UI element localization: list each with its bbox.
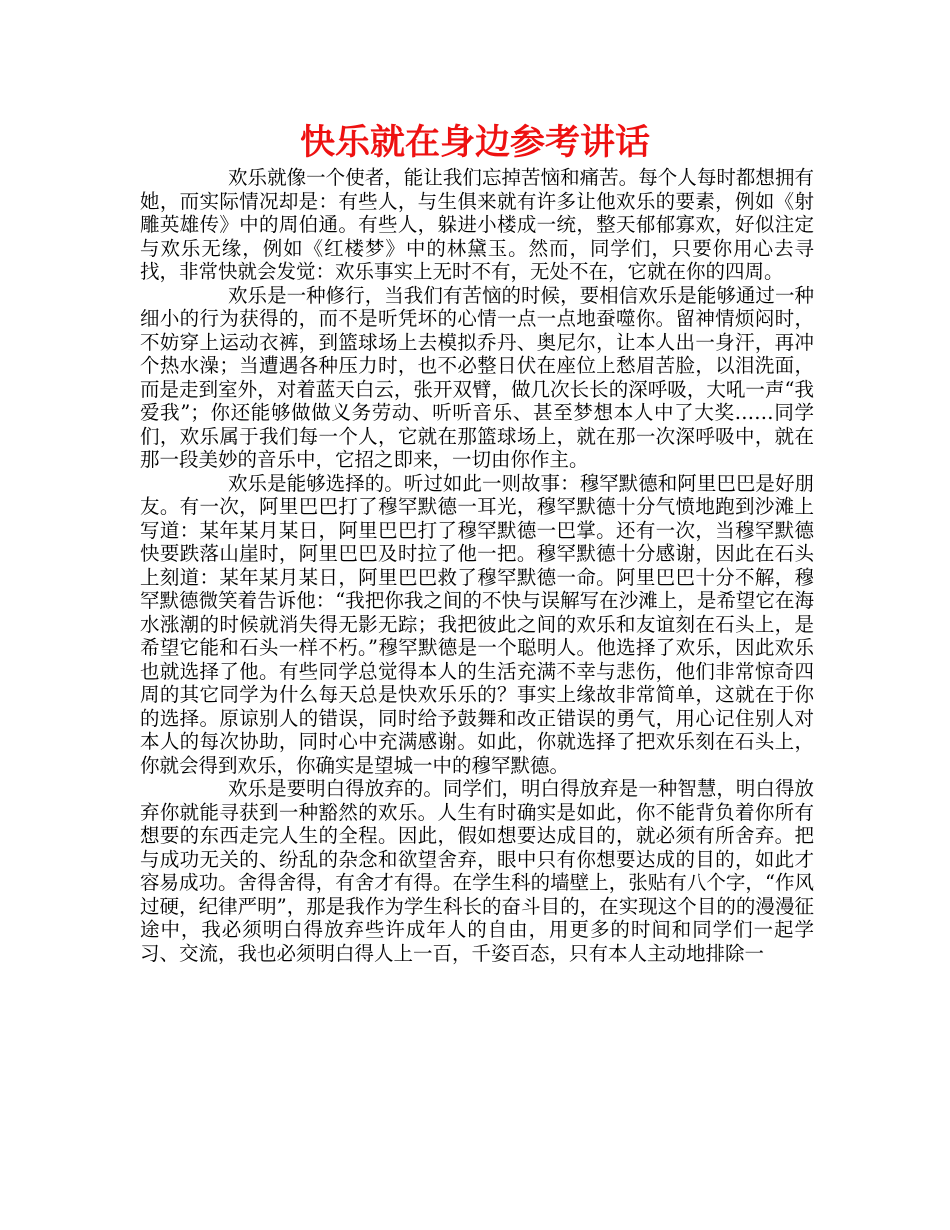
paragraph-4: 欢乐是要明白得放弃的。同学们，明白得放弃是一种智慧，明白得放弃你就能寻获到一种豁然的欢乐。人生有时确实是如此，你不能背负着你所有想要的东西走完人生的全程。因此，假如想要达成目的，就必须有所舍弃。把与成功无关的、纷乱的杂念和欲望舍弃，眼中只有你想要达成的目的，如此才容易成功。舍得舍得，有舍才有得。在学生科的墙壁上，张贴有八个字，“作风过硬，纪律严明”，那是我作为学生科长的奋斗目的，在实现这个目的的漫漫征途中，我必须明白得放弃些许成年人的自由，用更多的时间和同学们一起学习、交流，我也必须明白得人上一百，千姿百态，只有本人主动地排除一	[140, 777, 814, 965]
document-body	[140, 166, 814, 965]
document-title: 快乐就在身边参考讲话	[299, 123, 650, 163]
paragraph-2: 欢乐是一种修行，当我们有苦恼的时候，要相信欢乐是能够通过一种细小的行为获得的，而不是听凭坏的心情一点一点地蚕噬你。留神情烦闷时，不妨穿上运动衣裤，到篮球场上去模拟乔丹、奥尼尔，让本人出一身汗，再冲个热水澡；当遭遇各种压力时，也不必整日伏在座位上愁眉苦脸，以泪洗面，而是走到室外，对着蓝天白云，张开双臂，做几次长长的深呼吸，大吼一声“我爱我”；你还能够做做义务劳动、听听音乐、甚至梦想本人中了大奖……同学们，欢乐属于我们每一个人，它就在那篮球场上，就在那一次深呼吸中，就在那一段美妙的音乐中，它招之即来，一切由你作主。	[140, 283, 814, 471]
paragraph-1: 欢乐就像一个使者，能让我们忘掉苦恼和痛苦。每个人每时都想拥有她，而实际情况却是：有些人，与生俱来就有许多让他欢乐的要素，例如《射雕英雄传》中的周伯通。有些人，躲进小楼成一统，整天郁郁寡欢，好似注定与欢乐无缘，例如《红楼梦》中的林黛玉。然而，同学们，只要你用心去寻找，非常快就会发觉：欢乐事实上无时不有，无处不在，它就在你的四周。	[140, 166, 814, 283]
paragraph-3: 欢乐是能够选择的。听过如此一则故事：穆罕默德和阿里巴巴是好朋友。有一次，阿里巴巴打了穆罕默德一耳光，穆罕默德十分气愤地跑到沙滩上写道：某年某月某日，阿里巴巴打了穆罕默德一巴掌。还有一次，当穆罕默德快要跌落山崖时，阿里巴巴及时拉了他一把。穆罕默德十分感谢，因此在石头上刻道：某年某月某日，阿里巴巴救了穆罕默德一命。阿里巴巴十分不解，穆罕默德微笑着告诉他：“我把你我之间的不快与误解写在沙滩上，是希望它在海水涨潮的时候就消失得无影无踪；我把彼此之间的欢乐和友谊刻在石头上，是希望它能和石头一样不朽。”穆罕默德是一个聪明人。他选择了欢乐，因此欢乐也就选择了他。有些同学总觉得本人的生活充满不幸与悲伤，他们非常惊奇四周的其它同学为什么每天总是快欢乐乐的？事实上缘故非常简单，这就在于你的选择。原谅别人的错误，同时给予鼓舞和改正错误的勇气，用心记住别人对本人的每次协助，同时心中充满感谢。如此，你就选择了把欢乐刻在石头上，你就会得到欢乐，你确实是望城一中的穆罕默德。	[140, 471, 814, 777]
